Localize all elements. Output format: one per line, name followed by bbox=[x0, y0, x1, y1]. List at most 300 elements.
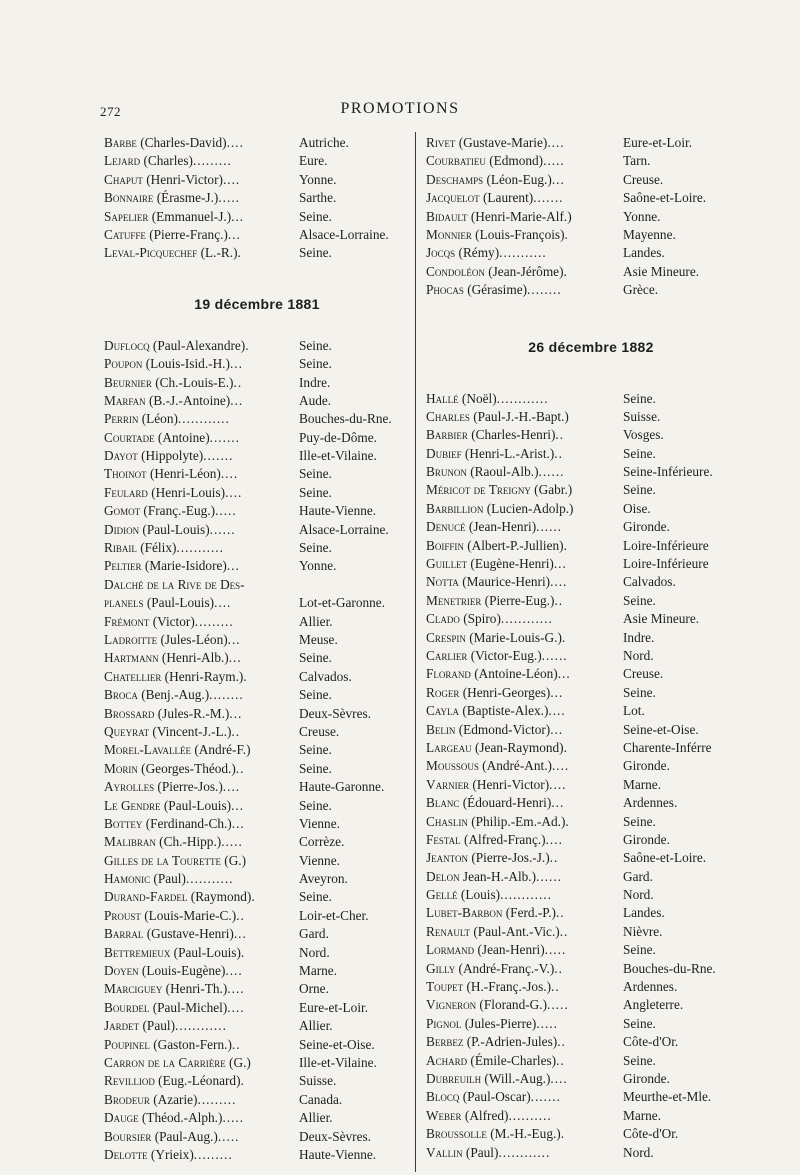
surname: Boiffin bbox=[426, 537, 464, 553]
promotion-entry bbox=[104, 244, 410, 262]
promotion-entry bbox=[104, 465, 410, 483]
given-names: (Louis) bbox=[457, 887, 501, 903]
promotion-entry bbox=[104, 852, 410, 870]
entry-name bbox=[104, 852, 246, 870]
surname: Gellé bbox=[426, 887, 458, 903]
place: Haute-Vienne. bbox=[299, 1146, 377, 1162]
given-names: (Jean-Henri) bbox=[474, 942, 545, 958]
dot-leader: .... bbox=[227, 999, 245, 1015]
entry-name bbox=[426, 518, 562, 536]
given-names: (Victor) bbox=[149, 613, 195, 629]
place: Calvados. bbox=[299, 668, 352, 684]
promotion-entry bbox=[426, 500, 756, 518]
dot-leader: .. bbox=[235, 760, 245, 776]
given-names: (Paul) bbox=[139, 1018, 175, 1034]
place: Côte-d'Or. bbox=[623, 1126, 679, 1142]
surname: Bourdel bbox=[104, 999, 150, 1015]
surname: Dubreuilh bbox=[426, 1070, 482, 1086]
promotion-entry bbox=[426, 886, 756, 904]
promotion-entry bbox=[104, 760, 410, 778]
dot-leader: .. bbox=[557, 1034, 566, 1050]
surname: Beurnier bbox=[104, 374, 152, 390]
dot-leader: ......... bbox=[193, 1146, 233, 1162]
surname: Lubet-Barbon bbox=[426, 905, 503, 921]
dot-leader: .. bbox=[559, 923, 569, 939]
entry-name bbox=[104, 244, 241, 262]
entry-name bbox=[104, 944, 244, 962]
promotion-entry bbox=[104, 797, 410, 815]
entry-name bbox=[426, 868, 562, 886]
entry-name bbox=[426, 1052, 565, 1070]
place: Eure-et-Loir. bbox=[299, 999, 369, 1015]
promotion-entry bbox=[426, 739, 756, 757]
entry-name bbox=[426, 739, 567, 757]
surname: Blocq bbox=[426, 1089, 460, 1105]
place: Loire-Inférieure bbox=[623, 537, 709, 553]
dot-leader: ......... bbox=[194, 613, 234, 629]
surname: Carron de la Carrière bbox=[104, 1054, 226, 1070]
dot-leader: ........... bbox=[499, 245, 547, 261]
dot-leader: ... bbox=[550, 721, 564, 737]
given-names: (Ch.-Louis-E.) bbox=[151, 374, 234, 390]
surname: Boursier bbox=[104, 1128, 152, 1144]
entry-name bbox=[104, 374, 242, 392]
given-names: (Will.-Aug.) bbox=[481, 1070, 551, 1086]
dot-leader: ....... bbox=[209, 429, 240, 445]
promotion-entry bbox=[104, 1146, 410, 1164]
surname: Varnier bbox=[426, 776, 470, 792]
entry-name bbox=[104, 833, 243, 851]
given-names: (P.-Adrien-Jules) bbox=[463, 1034, 558, 1050]
dot-leader: ..... bbox=[543, 153, 565, 169]
place: Seine. bbox=[623, 1052, 656, 1068]
promotion-entry bbox=[104, 429, 410, 447]
dot-leader: ..... bbox=[221, 834, 243, 850]
place: Seine. bbox=[299, 650, 332, 666]
place: Yonne. bbox=[299, 171, 337, 187]
promotion-entry bbox=[104, 557, 410, 575]
surname: Frémont bbox=[104, 613, 150, 629]
entry-name bbox=[426, 390, 549, 408]
place: Creuse. bbox=[623, 171, 664, 187]
place: Calvados. bbox=[623, 574, 676, 590]
entry-name bbox=[104, 226, 241, 244]
place: Haute-Vienne. bbox=[299, 503, 377, 519]
given-names: (Paul-Louis) bbox=[139, 521, 210, 537]
place: Vosges. bbox=[623, 427, 664, 443]
dot-leader: ..... bbox=[547, 997, 569, 1013]
entry-name bbox=[104, 208, 244, 226]
entry-name bbox=[104, 1146, 233, 1164]
place: Alsace-Lorraine. bbox=[299, 226, 389, 242]
surname: Jeanton bbox=[426, 850, 469, 866]
place: Vienne. bbox=[299, 815, 340, 831]
place: Asie Mineure. bbox=[623, 611, 700, 627]
dot-leader: .. bbox=[233, 374, 243, 390]
dot-leader: ...... bbox=[536, 868, 562, 884]
left-column bbox=[104, 134, 410, 1164]
given-names: (Henri-Raym.). bbox=[161, 668, 247, 684]
promotion-entry bbox=[104, 980, 410, 998]
promotion-entry bbox=[426, 1033, 756, 1051]
place: Autriche. bbox=[299, 135, 349, 150]
promotion-entry bbox=[426, 1144, 756, 1162]
given-names: (Paul-Louis). bbox=[170, 944, 245, 960]
place: Aude. bbox=[299, 392, 332, 408]
promotion-entry bbox=[104, 631, 410, 649]
entry-name bbox=[426, 1033, 566, 1051]
promotion-entry bbox=[104, 1128, 410, 1146]
surname: Proust bbox=[104, 907, 141, 923]
place: Seine-Inférieure. bbox=[623, 464, 713, 480]
right-column bbox=[426, 134, 756, 1162]
surname: Barbe bbox=[104, 135, 137, 150]
surname: Condoléon bbox=[426, 263, 485, 279]
entry-name bbox=[426, 629, 565, 647]
dot-leader: ... bbox=[557, 666, 571, 682]
place: Seine. bbox=[299, 797, 332, 813]
promotion-entry bbox=[426, 868, 756, 886]
entry-name bbox=[104, 925, 247, 943]
promotion-entry bbox=[104, 576, 410, 594]
surname: Gilly bbox=[426, 960, 456, 976]
place: Ardennes. bbox=[623, 795, 678, 811]
given-names: (Eug.-Léonard). bbox=[154, 1073, 244, 1089]
surname: Sapelier bbox=[104, 208, 149, 224]
promotion-entry bbox=[426, 152, 756, 170]
given-names: (Paul-Alexandre). bbox=[149, 337, 249, 353]
promotion-entry bbox=[426, 518, 756, 536]
promotion-entry bbox=[104, 741, 410, 759]
surname: Rivet bbox=[426, 135, 456, 150]
place: Seine. bbox=[623, 390, 656, 406]
entry-name bbox=[426, 463, 564, 481]
entry-name bbox=[104, 337, 249, 355]
promotion-entry bbox=[426, 665, 756, 683]
surname: Morin bbox=[104, 760, 138, 776]
entry-name bbox=[104, 539, 224, 557]
surname: Hartmann bbox=[104, 650, 159, 666]
entry-name bbox=[104, 1109, 244, 1127]
place: Seine. bbox=[299, 540, 332, 556]
given-names: (Alfred) bbox=[461, 1107, 509, 1123]
entry-name bbox=[104, 1017, 227, 1035]
promotion-entry bbox=[426, 1070, 756, 1088]
place: Marne. bbox=[623, 776, 662, 792]
place: Seine. bbox=[623, 1015, 656, 1031]
given-names: (Théod.-Alph.) bbox=[138, 1110, 223, 1126]
place: Oise. bbox=[623, 500, 651, 516]
given-names: (Jules-Léon) bbox=[157, 631, 228, 647]
place: Aveyron. bbox=[299, 871, 348, 887]
promotion-entry bbox=[426, 831, 756, 849]
promotion-entry bbox=[104, 907, 410, 925]
dot-leader: .. bbox=[236, 907, 245, 923]
promotion-entry bbox=[104, 925, 410, 943]
dot-leader: .... bbox=[545, 831, 563, 847]
surname: Jardet bbox=[104, 1018, 140, 1034]
place: Gironde. bbox=[623, 758, 670, 774]
surname: Weber bbox=[426, 1107, 462, 1123]
surname: Ribail bbox=[104, 540, 137, 556]
given-names: (Émile-Charles) bbox=[467, 1052, 557, 1068]
given-names: (Jean-Raymond). bbox=[471, 739, 567, 755]
entry-name bbox=[426, 960, 563, 978]
dot-leader: ... bbox=[231, 208, 245, 224]
surname: Brossard bbox=[104, 705, 155, 721]
entry-name bbox=[426, 134, 565, 152]
given-names: (G.) bbox=[220, 852, 247, 868]
place: Deux-Sèvres. bbox=[299, 705, 372, 721]
entry-name bbox=[104, 1072, 244, 1090]
entry-name bbox=[104, 392, 243, 410]
promotion-entry bbox=[426, 647, 756, 665]
place: Seine. bbox=[299, 687, 332, 703]
given-names: (Gabr.) bbox=[530, 482, 573, 498]
surname: Catuffe bbox=[104, 226, 146, 242]
place: Allier. bbox=[299, 1110, 333, 1126]
entry-name bbox=[104, 484, 242, 502]
dot-leader: .... bbox=[550, 574, 568, 590]
surname: Lormand bbox=[426, 942, 475, 958]
given-names: (Édouard-Henri) bbox=[459, 795, 552, 811]
place: Gard. bbox=[623, 868, 653, 884]
promotion-entry bbox=[426, 941, 756, 959]
promotion-entry bbox=[104, 870, 410, 888]
place: Deux-Sèvres. bbox=[299, 1128, 372, 1144]
entry-name bbox=[426, 849, 558, 867]
entry-name bbox=[104, 594, 231, 612]
place: Sarthe. bbox=[299, 190, 337, 206]
dot-leader: ............ bbox=[498, 1144, 551, 1160]
surname: Brunon bbox=[426, 464, 467, 480]
surname: Barral bbox=[104, 926, 144, 942]
place: Corrèze. bbox=[299, 834, 345, 850]
entry-name bbox=[426, 1015, 558, 1033]
given-names: (Yrieix) bbox=[147, 1146, 194, 1162]
entry-name bbox=[426, 831, 563, 849]
promotion-entry bbox=[104, 337, 410, 355]
given-names: (Alfred-Franç.) bbox=[460, 831, 546, 847]
promotion-entry bbox=[426, 244, 756, 262]
given-names: (Henri-Léon) bbox=[146, 466, 221, 482]
given-names: (Henri-Georges) bbox=[459, 684, 551, 700]
place: Ille-et-Vilaine. bbox=[299, 1054, 377, 1070]
entry-name bbox=[426, 941, 566, 959]
entry-name bbox=[104, 171, 240, 189]
surname: Vigneron bbox=[426, 997, 477, 1013]
surname: Bettremieux bbox=[104, 944, 171, 960]
place: Lot. bbox=[623, 703, 645, 719]
entry-name bbox=[104, 557, 240, 575]
dot-leader: .. bbox=[549, 850, 559, 866]
entry-name bbox=[104, 631, 241, 649]
surname: Guillet bbox=[426, 556, 468, 572]
entry-name bbox=[426, 684, 563, 702]
place: Seine. bbox=[299, 245, 332, 261]
place: Côte-d'Or. bbox=[623, 1034, 679, 1050]
given-names: (Antoine-Léon) bbox=[470, 666, 558, 682]
dot-leader: .. bbox=[555, 427, 565, 443]
given-names: (Henri-Victor) bbox=[142, 171, 223, 187]
page-number: 272 bbox=[100, 104, 121, 119]
right-main-list bbox=[426, 390, 756, 1162]
dot-leader: ... bbox=[226, 558, 240, 574]
promotion-entry bbox=[426, 390, 756, 408]
place: Seine-et-Oise. bbox=[623, 721, 699, 737]
surname: Bottey bbox=[104, 815, 143, 831]
surname: Jacquelot bbox=[426, 190, 480, 206]
entry-name bbox=[104, 134, 244, 152]
promotion-entry bbox=[104, 944, 410, 962]
dot-leader: .... bbox=[225, 484, 243, 500]
promotion-entry bbox=[104, 1091, 410, 1109]
entry-name bbox=[426, 152, 565, 170]
place: Loire-Inférieure bbox=[623, 556, 709, 572]
given-names: (Paul-Aug.) bbox=[151, 1128, 218, 1144]
given-names: (Albert-P.-Jullien). bbox=[463, 537, 567, 553]
surname: Poupinel bbox=[104, 1036, 150, 1052]
promotion-entry bbox=[104, 999, 410, 1017]
entry-name bbox=[104, 521, 236, 539]
entry-name bbox=[426, 537, 567, 555]
place: Landes. bbox=[623, 905, 665, 921]
surname: Hamonic bbox=[104, 871, 151, 887]
place: Nord. bbox=[623, 887, 654, 903]
given-names: (G.) bbox=[225, 1054, 251, 1070]
given-names: (Vincent-J.-L.) bbox=[149, 723, 232, 739]
given-names: (Edmond-Victor) bbox=[455, 721, 551, 737]
promotion-entry bbox=[426, 1088, 756, 1106]
dot-leader: ... bbox=[228, 650, 242, 666]
surname: Denucé bbox=[426, 519, 466, 535]
promotion-entry bbox=[426, 904, 756, 922]
entry-name bbox=[104, 613, 234, 631]
dot-leader: ... bbox=[227, 226, 241, 242]
surname: Delon bbox=[426, 868, 460, 884]
place: Nord. bbox=[623, 1144, 654, 1160]
place: Saône-et-Loire. bbox=[623, 190, 707, 206]
place: Marne. bbox=[299, 963, 338, 979]
surname: Delotte bbox=[104, 1146, 148, 1162]
surname: Courbatieu bbox=[426, 153, 486, 169]
surname: Thoinot bbox=[104, 466, 147, 482]
place: Nord. bbox=[623, 647, 654, 663]
given-names: (Pierre-Franç.) bbox=[145, 226, 228, 242]
dot-leader: .... bbox=[549, 776, 567, 792]
promotion-entry bbox=[426, 226, 756, 244]
given-names: (Gustave-Henri) bbox=[143, 926, 234, 942]
entry-name bbox=[426, 757, 569, 775]
entry-name bbox=[426, 702, 566, 720]
surname: Courtade bbox=[104, 429, 155, 445]
entry-name bbox=[104, 907, 245, 925]
promotion-entry bbox=[104, 705, 410, 723]
entry-name bbox=[104, 1036, 241, 1054]
surname: Moussous bbox=[426, 758, 479, 774]
promotion-entry bbox=[426, 263, 756, 281]
promotion-entry bbox=[426, 684, 756, 702]
surname: Dubief bbox=[426, 445, 462, 461]
given-names: (Jean-Jérôme). bbox=[484, 263, 567, 279]
entry-name bbox=[104, 778, 240, 796]
given-names: (Louis-François). bbox=[471, 226, 568, 242]
surname: Lejard bbox=[104, 153, 141, 169]
dot-leader: ...... bbox=[536, 519, 563, 535]
dot-leader: .......... bbox=[508, 1107, 552, 1123]
dot-leader: ............ bbox=[500, 887, 552, 903]
place: Alsace-Lorraine. bbox=[299, 521, 389, 537]
entry-name bbox=[426, 226, 568, 244]
place: Gironde. bbox=[623, 1070, 670, 1086]
date-heading-1881: 19 décembre 1881 bbox=[194, 295, 320, 312]
place: Bouches-du-Rne. bbox=[623, 960, 716, 976]
place: Ille-et-Vilaine. bbox=[299, 448, 377, 464]
dot-leader: ... bbox=[227, 631, 241, 647]
surname: Didion bbox=[104, 521, 140, 537]
surname: Marfan bbox=[104, 392, 146, 408]
entry-name bbox=[104, 705, 242, 723]
entry-name bbox=[426, 1107, 552, 1125]
dot-leader: .... bbox=[225, 963, 243, 979]
surname: Barbier bbox=[426, 427, 468, 443]
dot-leader: ... bbox=[551, 795, 565, 811]
promotion-entry bbox=[426, 794, 756, 812]
surname: Bidault bbox=[426, 208, 468, 224]
surname: Vallin bbox=[426, 1144, 463, 1160]
given-names: (Jean-Henri) bbox=[465, 519, 537, 535]
entry-name bbox=[426, 171, 565, 189]
promotion-entry bbox=[104, 447, 410, 465]
dot-leader: .... bbox=[222, 779, 241, 795]
dot-leader: ..... bbox=[544, 942, 567, 958]
entry-name bbox=[426, 886, 552, 904]
surname: Morel-Lavallée bbox=[104, 742, 192, 758]
entry-name bbox=[426, 904, 565, 922]
place: Indre. bbox=[623, 629, 655, 645]
promotion-entry bbox=[426, 996, 756, 1014]
given-names: (Henri-Marie-Alf.) bbox=[467, 208, 572, 224]
entry-name bbox=[426, 500, 573, 518]
given-names: (Érasme-J.) bbox=[153, 190, 219, 206]
given-names: (Benj.-Aug.) bbox=[137, 687, 210, 703]
entry-name bbox=[426, 592, 563, 610]
given-names: (Paul-Louis) bbox=[160, 797, 232, 813]
entry-name bbox=[426, 721, 563, 739]
entry-name bbox=[104, 429, 240, 447]
entry-name bbox=[426, 281, 562, 299]
entry-name bbox=[104, 888, 255, 906]
place: Mayenne. bbox=[623, 226, 676, 242]
dot-leader: ..... bbox=[222, 1110, 245, 1126]
entry-name bbox=[104, 723, 240, 741]
surname: Menetrier bbox=[426, 592, 482, 608]
promotion-entry bbox=[426, 171, 756, 189]
place: Creuse. bbox=[299, 723, 340, 739]
promotion-entry bbox=[426, 592, 756, 610]
place: Landes. bbox=[623, 245, 665, 261]
dot-leader: ... bbox=[229, 705, 243, 721]
entry-name bbox=[104, 410, 230, 428]
surname: Broussolle bbox=[426, 1126, 487, 1142]
given-names: (Charles) bbox=[140, 153, 193, 169]
dot-leader: ... bbox=[551, 171, 565, 187]
entry-name bbox=[104, 815, 245, 833]
place: Indre. bbox=[299, 374, 331, 390]
dot-leader: .... bbox=[547, 135, 565, 150]
surname: Chaput bbox=[104, 171, 143, 187]
place: Creuse. bbox=[623, 666, 664, 682]
